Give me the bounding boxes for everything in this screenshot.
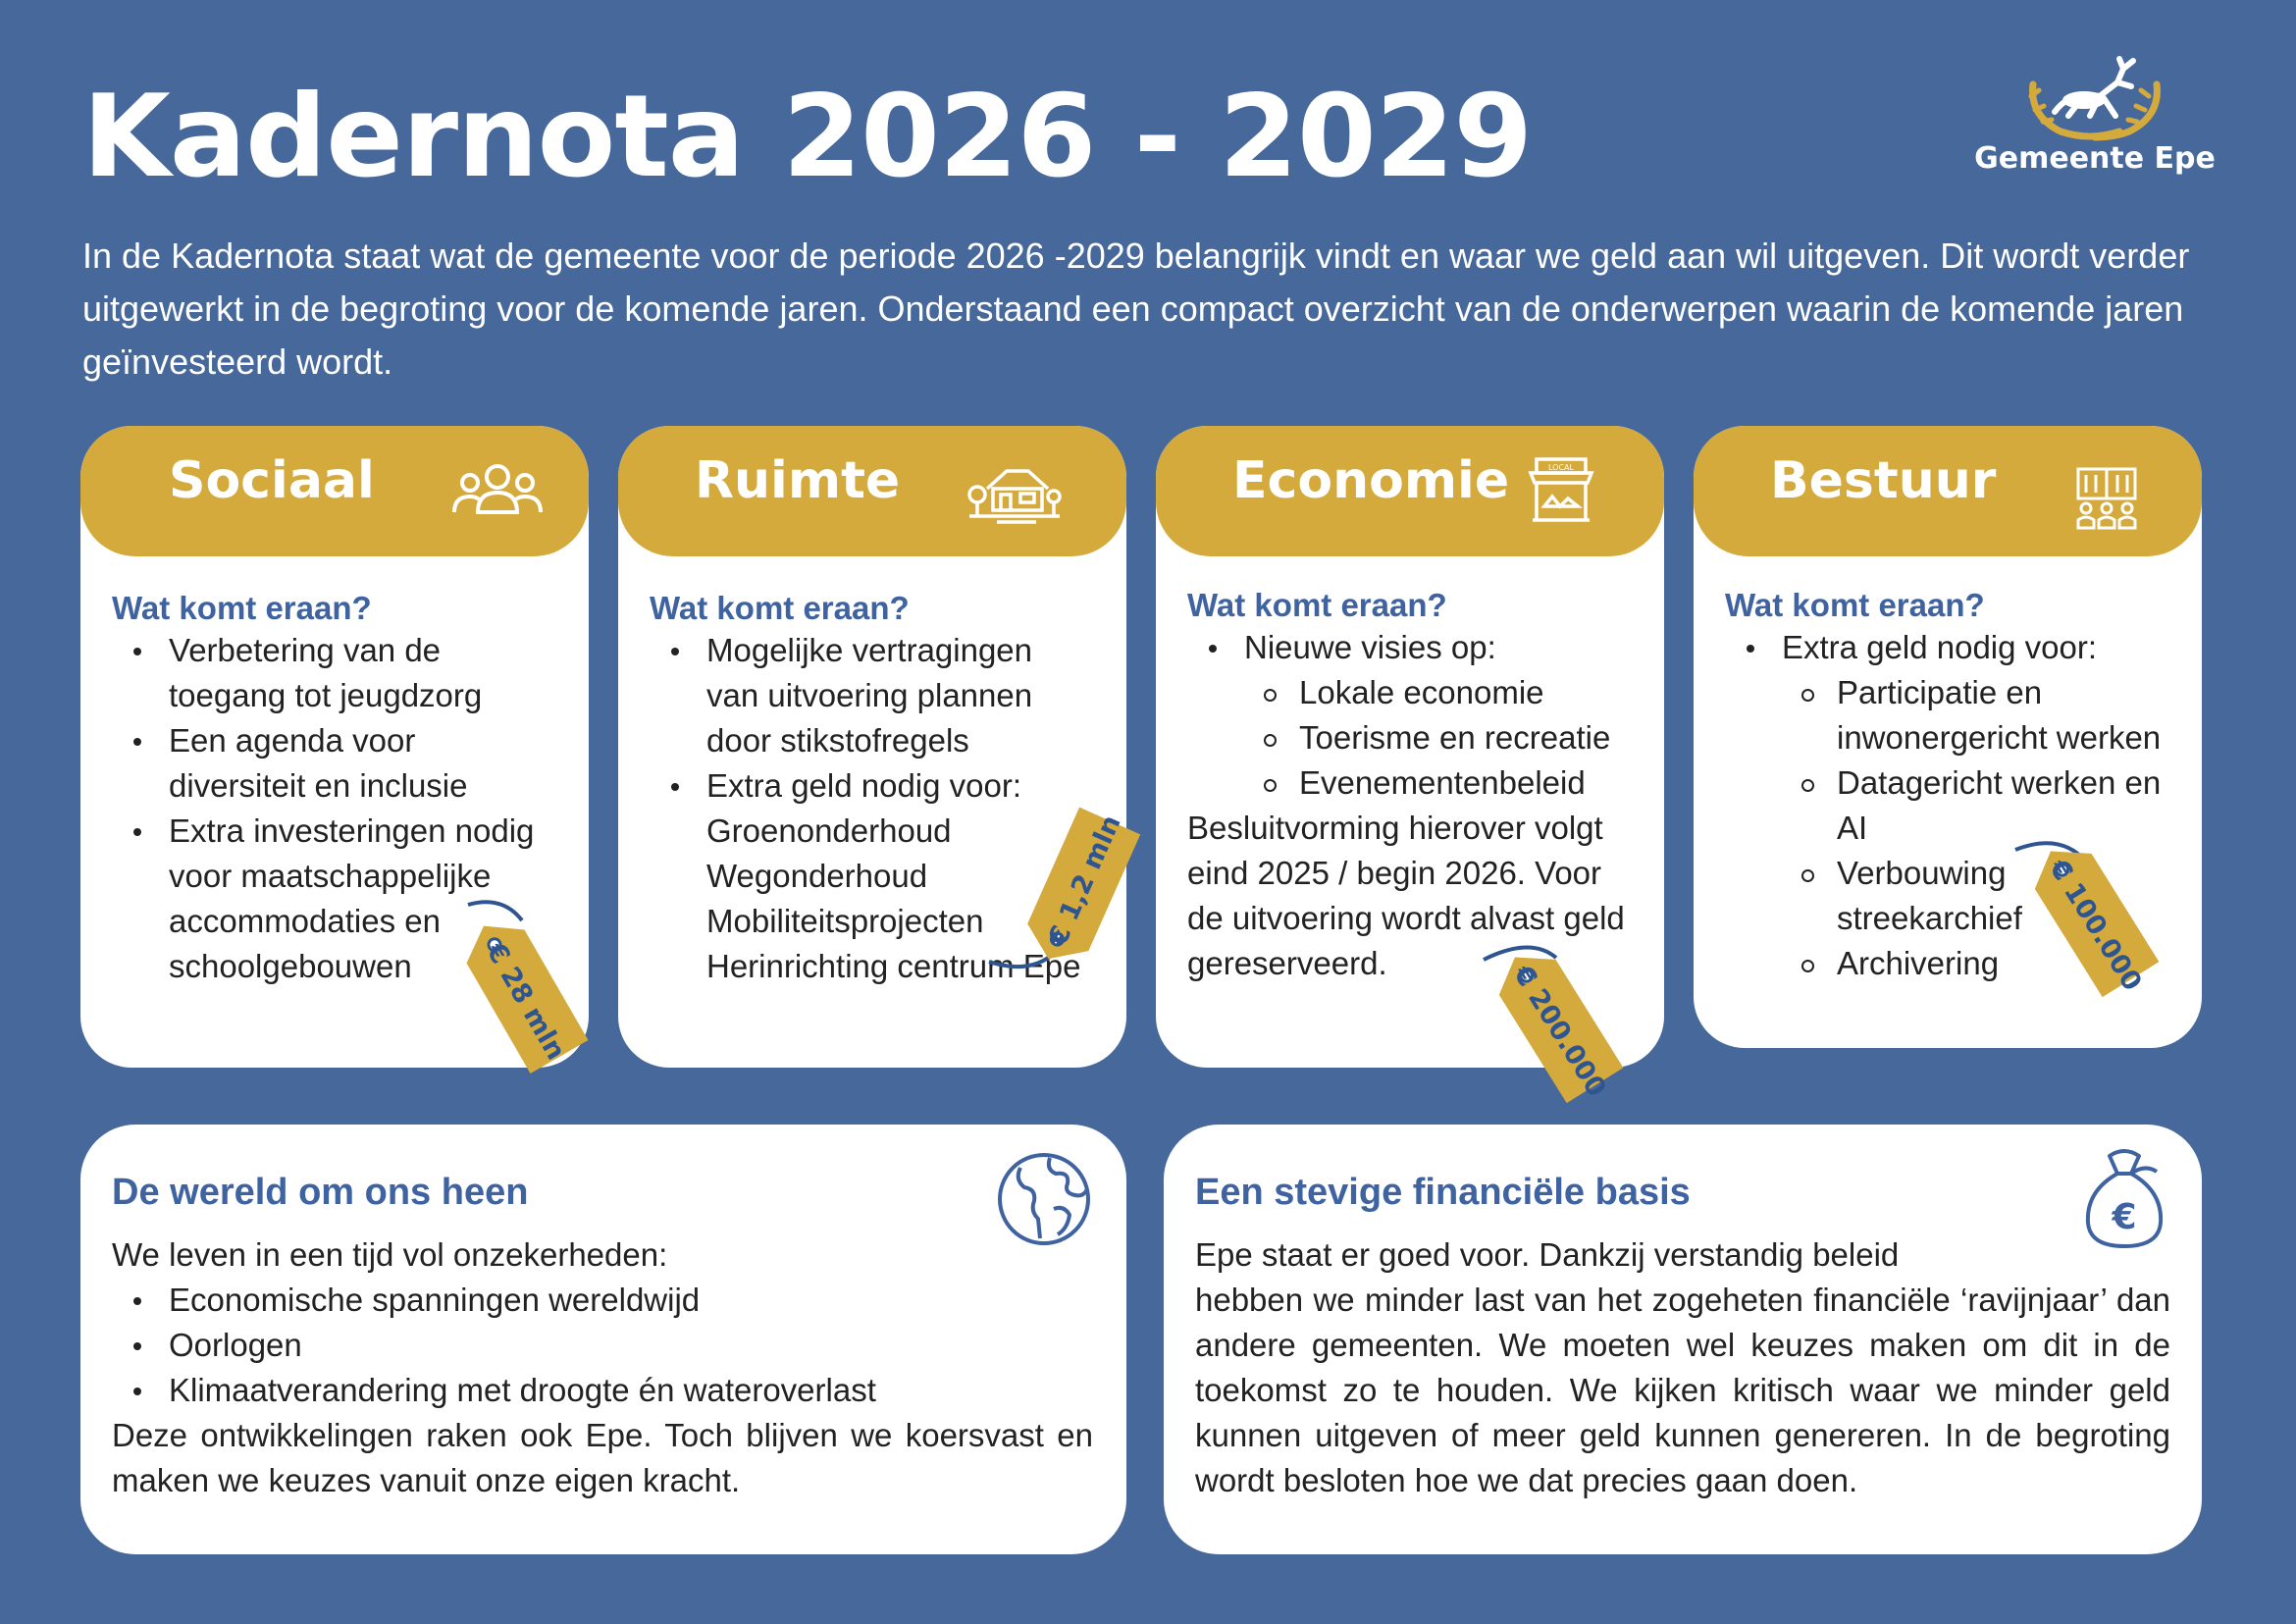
list-item: Een agenda voor [112,718,573,763]
house-landscape-icon [967,461,1062,524]
price-tag-label: € 28 mln [480,937,572,1066]
finance-line1: Epe staat er goed voor. Dankzij verstandig beleid [1195,1236,1900,1273]
list-item: Klimaatverandering met droogte én wateroverlast [112,1368,1093,1413]
list-item: Datagericht werken en [1725,760,2196,806]
list-item: Verbetering van de [112,628,573,673]
price-tag-label: € 1,2 mln [1042,811,1127,951]
svg-text:LOCAL: LOCAL [1548,463,1574,472]
world-lead: We leven in een tijd vol onzekerheden: [112,1236,668,1273]
globe-icon [995,1150,1093,1248]
list-item: Nieuwe visies op: [1187,625,1658,670]
list-item: AI [1837,810,1868,846]
card-subhead: Wat komt eraan? [650,590,910,626]
list-item: Herinrichting centrum Epe [706,948,1081,984]
world-list [112,1278,1093,1413]
card-list [1187,625,1658,806]
list-item: Toerisme en recreatie [1187,715,1658,760]
price-tag-economie [1472,934,1668,1150]
price-tag-label: € 200.000 [1507,960,1612,1103]
card-subhead: Wat komt eraan? [112,590,372,626]
list-item: voor maatschappelijke [169,858,492,894]
list-item: streekarchief [1837,900,2022,936]
list-item: Verbouwing [1725,851,2196,896]
card-world [80,1125,1126,1554]
list-item: Lokale economie [1187,670,1658,715]
card-sociaal [80,426,589,1068]
svg-text:€: € [2112,1197,2137,1237]
list-item: schoolgebouwen [169,948,412,984]
money-bag-euro-icon [2080,1144,2168,1252]
price-tag-sociaal [444,895,620,1111]
municipality-logo [1962,47,2227,194]
page-title: Kadernota 2026 - 2029 [82,71,1533,203]
list-item: Mogelijke vertragingen [650,628,1121,673]
list-item: Extra investeringen nodig [112,809,573,854]
finance-title: Een stevige financiële basis [1195,1172,1691,1213]
card-subhead: Wat komt eraan? [1187,587,1447,623]
list-item: Oorlogen [112,1323,1093,1368]
price-tag-bestuur [2002,828,2198,1044]
card-title: Bestuur [1770,451,1997,510]
price-tag-label: € 100.000 [2043,854,2148,997]
list-item: van uitvoering plannen [706,677,1033,713]
list-item: Participatie en [1725,670,2196,715]
list-item: accommodaties en [169,903,441,939]
finance-body: hebben we minder last van het zogeheten financiële ‘ravijnjaar’ dan andere gemeenten. We moeten wel keuzes maken om dit in de toekomst zo te houden. We kijken kritisch waar we minder geld kunnen uitgeven of meer geld kunnen genereren. In de begroting wordt besloten hoe we dat precies gaan doen. [1195,1282,2170,1498]
list-item: Wegonderhoud [706,858,928,894]
card-title: Economie [1232,451,1510,510]
list-item: Evenementenbeleid [1187,760,1658,806]
card-subhead: Wat komt eraan? [1725,587,1985,623]
list-item: door stikstofregels [706,722,969,759]
logo-text: Gemeente Epe [1974,141,2216,176]
card-title: Ruimte [695,451,901,510]
note-line: gereserveerd. [1187,945,1387,981]
note-line: Besluitvorming hierover volgt [1187,810,1603,846]
price-tag-ruimte [981,760,1158,995]
card-header [80,426,589,556]
card-header [1694,426,2202,556]
card-header [1156,426,1664,556]
card-title: Sociaal [169,451,375,510]
card-ruimte [618,426,1126,1068]
local-shop-icon [1527,455,1595,528]
note-line: de uitvoering wordt alvast geld [1187,900,1625,936]
list-item: Mobiliteitsprojecten [706,903,984,939]
list-item: Archivering [1725,941,2196,986]
deer-wreath-icon [2021,47,2168,141]
intro-text: In de Kadernota staat wat de gemeente voor de periode 2026 -2029 belangrijk vindt en waar we geld aan wil uitgeven. Dit wordt verder uitgewerkt in de begroting voor de komende jaren. Onderstaand een compact overzicht van de onderwerpen waarin de komende jaren geïnvesteerd wordt. [82,236,2190,382]
list-item: toegang tot jeugdzorg [169,677,483,713]
people-group-icon [451,461,544,520]
note-line: eind 2025 / begin 2026. Voor [1187,855,1602,891]
list-item: Economische spanningen wereldwijd [112,1278,1093,1323]
list-item: inwonergericht werken [1837,719,2162,756]
card-economie [1156,426,1664,1103]
world-title: De wereld om ons heen [112,1172,529,1213]
town-hall-people-icon [2072,465,2141,534]
world-closing: Deze ontwikkelingen raken ook Epe. Toch blijven we koersvast en maken we keuzes vanuit onze eigen kracht. [112,1417,1093,1498]
card-header [618,426,1126,556]
card-finance [1164,1125,2202,1554]
list-item: Extra geld nodig voor: [1725,625,2196,670]
card-bestuur [1694,426,2202,1048]
list-item: diversiteit en inclusie [169,767,468,804]
list-item: Extra geld nodig voor: [650,763,1121,809]
list-item: Groenonderhoud [706,812,952,849]
